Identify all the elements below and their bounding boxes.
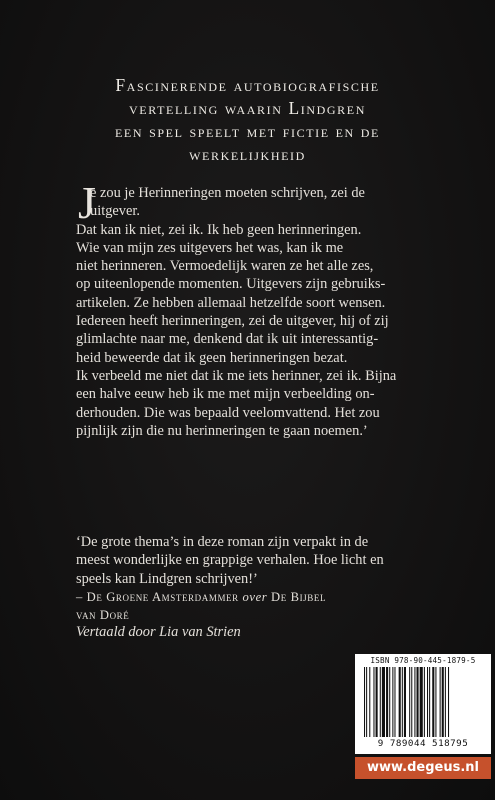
excerpt-line: Dat kan ik niet, zei ik. Ik heb geen herinneringen.	[76, 221, 362, 238]
excerpt-line: een halve eeuw heb ik me met mijn verbeelding on-	[76, 386, 375, 403]
barcode-bars	[364, 667, 482, 737]
barcode-digits: 9 789044 518795	[377, 738, 469, 749]
review-quote	[76, 533, 456, 624]
review-source-title: De Bijbel	[271, 589, 327, 604]
isbn-label: ISBN 978-90-445-1879-5	[370, 656, 476, 665]
review-line: speels kan Lindgren schrijven!’	[76, 570, 258, 587]
excerpt-line: heid beweerde dat ik geen herinneringen bezat.	[76, 349, 348, 366]
drop-cap: J	[78, 177, 96, 228]
review-source-publication: De Groene Amsterdammer	[86, 589, 239, 604]
excerpt-line: derhouden. Die was bepaald veelomvattend. Het zou	[76, 404, 380, 421]
excerpt-line: glimlachte naar me, denkend dat ik uit interessantig-	[76, 331, 379, 348]
excerpt-line: e zou je Herinneringen moeten schrijven, zei de	[90, 185, 365, 201]
review-line: meest wonderlijke en grappige verhalen. Hoe licht en	[76, 552, 384, 569]
excerpt-line: pijnlijk zijn die nu herinneringen te gaan noemen.’	[76, 422, 368, 439]
excerpt-line: uitgever.	[90, 203, 140, 220]
review-source-dash: –	[76, 589, 87, 604]
review-source	[76, 588, 456, 606]
excerpt-line: Iedereen heeft herinneringen, zei de uitgever, hij of zij	[76, 313, 389, 330]
headline-line: Fascinerende autobiografische	[115, 75, 380, 95]
publisher-website[interactable]: www.degeus.nl	[355, 757, 491, 779]
excerpt-line: Wie van mijn zes uitgevers het was, kan ik me	[76, 239, 344, 256]
review-source-over: over	[242, 589, 268, 604]
review-source-cont	[76, 606, 456, 624]
headline-line: werkelijkheid	[189, 144, 306, 164]
excerpt-line: Ik verbeeld me niet dat ik me iets herinner, zei ik. Bijna	[76, 367, 397, 384]
headline	[40, 74, 455, 166]
headline-line: een spel speelt met fictie en de	[114, 121, 380, 141]
excerpt-line: artikelen. Ze hebben allemaal hetzelfde soort wensen.	[76, 294, 386, 311]
review-source-title-cont: van Doré	[76, 608, 130, 623]
review-line: ‘De grote thema’s in deze roman zijn verpakt in de	[76, 534, 369, 550]
excerpt	[76, 184, 456, 440]
barcode-panel	[355, 654, 491, 754]
excerpt-line: op uiteenlopende momenten. Uitgevers zijn gebruiks-	[76, 276, 386, 293]
excerpt-line: niet herinneren. Vermoedelijk waren ze het alle zes,	[76, 258, 374, 275]
translator-credit: Vertaald door Lia van Strien	[76, 624, 241, 640]
headline-line: vertelling waarin Lindgren	[129, 98, 366, 118]
